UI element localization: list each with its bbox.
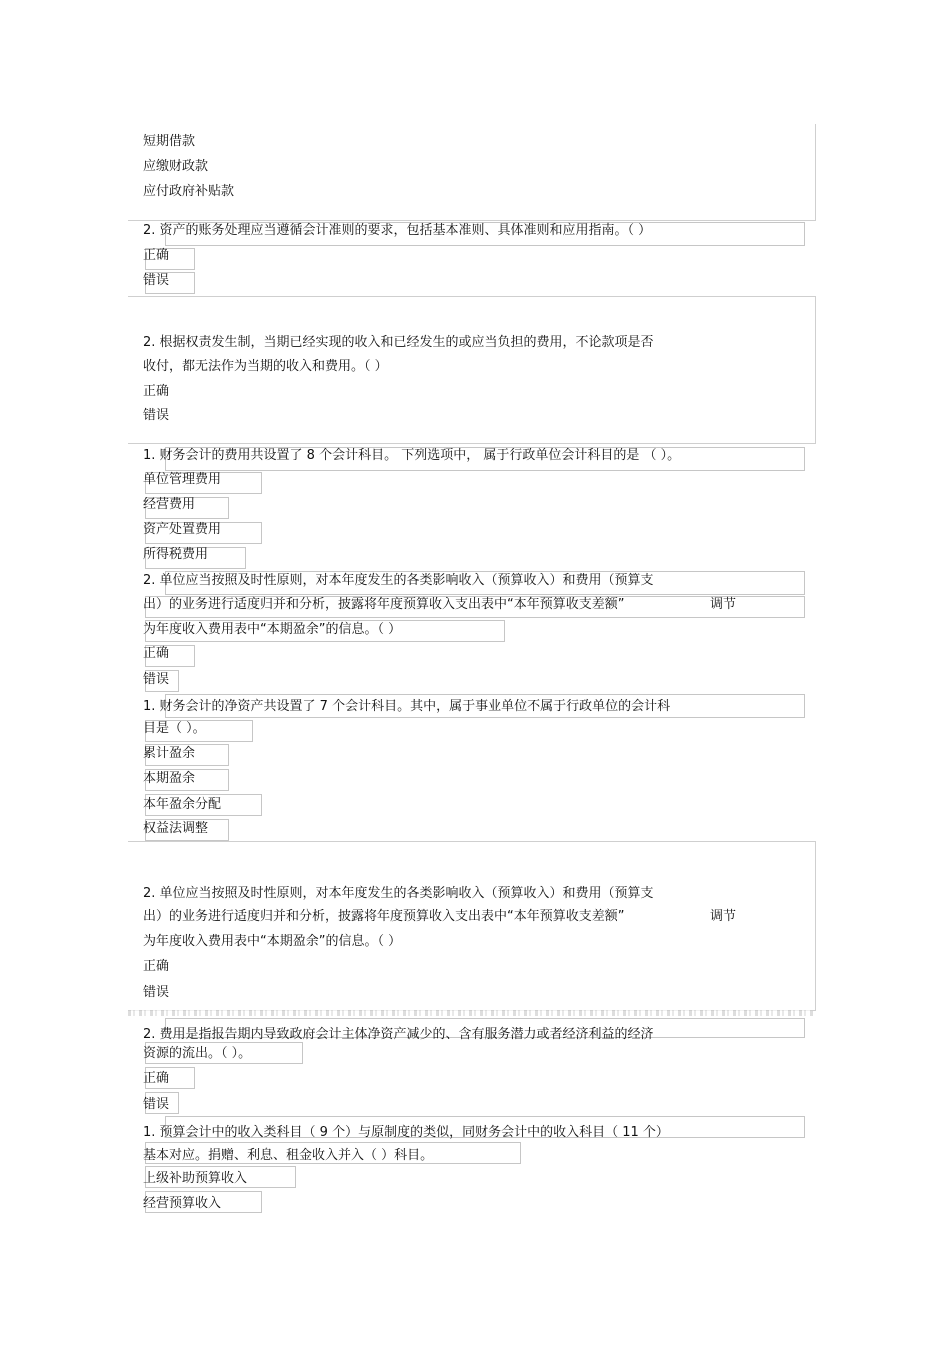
question-text-1: 2. 资产的账务处理应当遵循会计准则的要求，包括基本准则、具体准则和应用指南。（ ） [143, 223, 652, 238]
option-false-2[interactable]: 错误 [143, 408, 170, 423]
question-text-5a: 1. 财务会计的净资产共设置了 7 个会计科目。其中，属于事业单位不属于行政单位的会计科 [143, 699, 671, 714]
question-text-4b-tail: 调节 [710, 597, 737, 612]
option-surplus-distribution[interactable]: 本年盈余分配 [143, 797, 222, 812]
question-text-4b: 出）的业务进行适度归并和分析，披露将年度预算收入支出表中“本年预算收支差额” [143, 597, 625, 612]
question-text-4c: 为年度收入费用表中“本期盈余”的信息。（ ） [143, 622, 402, 637]
option-fiscal-payable[interactable]: 应缴财政款 [143, 159, 209, 174]
option-operating-budget-revenue[interactable]: 经营预算收入 [143, 1196, 222, 1211]
option-short-term-loan[interactable]: 短期借款 [143, 134, 196, 149]
option-current-surplus[interactable]: 本期盈余 [143, 771, 196, 786]
option-true-2[interactable]: 正确 [143, 384, 170, 399]
scan-noise-strip [128, 1010, 813, 1016]
question-text-6c: 为年度收入费用表中“本期盈余”的信息。（ ） [143, 934, 402, 949]
option-true-6[interactable]: 正确 [143, 959, 170, 974]
option-subsidy-payable[interactable]: 应付政府补贴款 [143, 184, 235, 199]
question-panel-0 [128, 124, 816, 221]
option-accumulated-surplus[interactable]: 累计盈余 [143, 746, 196, 761]
question-text-4a: 2. 单位应当按照及时性原则，对本年度发生的各类影响收入（预算收入）和费用（预算支 [143, 573, 654, 588]
option-equity-method-adjustment[interactable]: 权益法调整 [143, 821, 209, 836]
option-false-4[interactable]: 错误 [143, 672, 170, 687]
question-text-3: 1. 财务会计的费用共设置了 8 个会计科目。 下列选项中， 属于行政单位会计科目的是 （ ）。 [143, 448, 681, 463]
question-text-6b: 出）的业务进行适度归并和分析，披露将年度预算收入支出表中“本年预算收支差额” [143, 909, 625, 924]
option-false-1[interactable]: 错误 [143, 273, 170, 288]
option-operating-expense[interactable]: 经营费用 [143, 497, 196, 512]
option-true-4[interactable]: 正确 [143, 646, 170, 661]
question-text-6a: 2. 单位应当按照及时性原则，对本年度发生的各类影响收入（预算收入）和费用（预算支 [143, 886, 654, 901]
question-text-2a: 2. 根据权责发生制，当期已经实现的收入和已经发生的或应当负担的费用，不论款项是否 [143, 335, 654, 350]
question-panel-6 [128, 841, 816, 1011]
option-asset-disposal-expense[interactable]: 资产处置费用 [143, 522, 222, 537]
option-superior-subsidy-budget-revenue[interactable]: 上级补助预算收入 [143, 1171, 248, 1186]
question-text-6b-tail: 调节 [710, 909, 737, 924]
option-true-1[interactable]: 正确 [143, 248, 170, 263]
question-text-8b: 基本对应。捐赠、利息、租金收入并入（ ）科目。 [143, 1148, 434, 1163]
question-text-7a: 2. 费用是指报告期内导致政府会计主体净资产减少的、含有服务潜力或者经济利益的经济 [143, 1027, 654, 1042]
option-unit-mgmt-expense[interactable]: 单位管理费用 [143, 472, 222, 487]
option-true-7[interactable]: 正确 [143, 1071, 170, 1086]
option-false-6[interactable]: 错误 [143, 985, 170, 1000]
option-false-7[interactable]: 错误 [143, 1097, 170, 1112]
option-income-tax-expense[interactable]: 所得税费用 [143, 547, 209, 562]
question-text-8a: 1. 预算会计中的收入类科目（ 9 个）与原制度的类似，同财务会计中的收入科目（ 11 个） [143, 1125, 669, 1140]
question-text-2b: 收付，都无法作为当期的收入和费用。（ ） [143, 359, 388, 374]
question-text-7b: 资源的流出。（ ）。 [143, 1046, 252, 1061]
question-text-5b: 目是（ ）。 [143, 721, 206, 736]
